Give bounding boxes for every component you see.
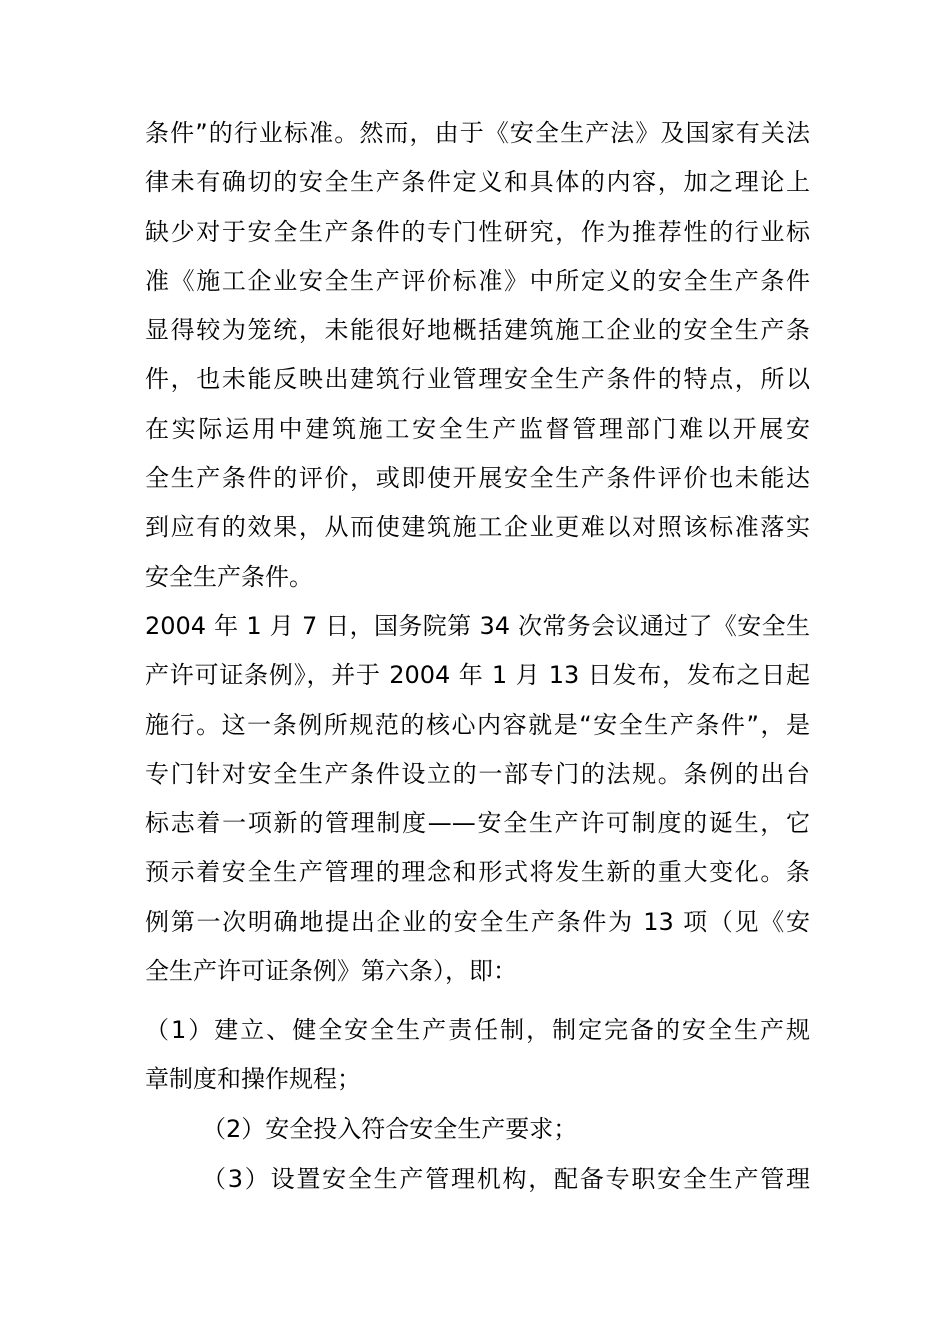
paragraph-line: 施行。这一条例所规范的核心内容就是“安全生产条件”，是 <box>145 710 810 739</box>
list-item-line: 章制度和操作规程； <box>145 1065 361 1094</box>
paragraph-line: 2004 年 1 月 7 日，国务院第 34 次常务会议通过了《安全生 <box>145 612 810 640</box>
list-item-2 <box>145 1105 810 1154</box>
paragraph-line: 件，也未能反映出建筑行业管理安全生产条件的特点，所以 <box>145 365 810 394</box>
paragraph-line: 全生产许可证条例》第六条），即： <box>145 957 517 986</box>
list-item-line: （1）建立、健全安全生产责任制，制定完备的安全生产规 <box>145 1016 810 1044</box>
paragraph-line: 在实际运用中建筑施工安全生产监督管理部门难以开展安 <box>145 414 810 443</box>
paragraph-line: 全生产条件的评价，或即使开展安全生产条件评价也未能达 <box>145 464 810 493</box>
paragraph-line: 产许可证条例》，并于 2004 年 1 月 13 日发布，发布之日起 <box>145 661 810 690</box>
list-item-3 <box>145 1155 810 1204</box>
paragraph-safety-license-regulation <box>145 602 810 996</box>
paragraph-line: 缺少对于安全生产条件的专门性研究，作为推荐性的行业标 <box>145 217 810 246</box>
paragraph-line: 准《施工企业安全生产评价标准》中所定义的安全生产条件 <box>145 266 810 295</box>
paragraph-line: 标志着一项新的管理制度——安全生产许可制度的诞生，它 <box>145 809 810 838</box>
list-item-1 <box>145 1006 810 1105</box>
list-item-line: （2）安全投入符合安全生产要求； <box>202 1115 578 1143</box>
paragraph-line: 条件”的行业标准。然而，由于《安全生产法》及国家有关法 <box>145 119 810 147</box>
paragraph-line: 到应有的效果，从而使建筑施工企业更难以对照该标准落实 <box>145 513 810 542</box>
paragraph-line: 律未有确切的安全生产条件定义和具体的内容，加之理论上 <box>145 168 810 197</box>
paragraph-line: 预示着安全生产管理的理念和形式将发生新的重大变化。条 <box>145 858 810 887</box>
paragraph-safety-conditions-standard <box>145 109 810 602</box>
list-item-line: （3）设置安全生产管理机构，配备专职安全生产管理 <box>202 1165 810 1193</box>
paragraph-line: 例第一次明确地提出企业的安全生产条件为 13 项（见《安 <box>145 907 810 936</box>
paragraph-line: 显得较为笼统，未能很好地概括建筑施工企业的安全生产条 <box>145 316 810 345</box>
paragraph-line: 安全生产条件。 <box>145 562 313 591</box>
paragraph-line: 专门针对安全生产条件设立的一部专门的法规。条例的出台 <box>145 759 810 788</box>
